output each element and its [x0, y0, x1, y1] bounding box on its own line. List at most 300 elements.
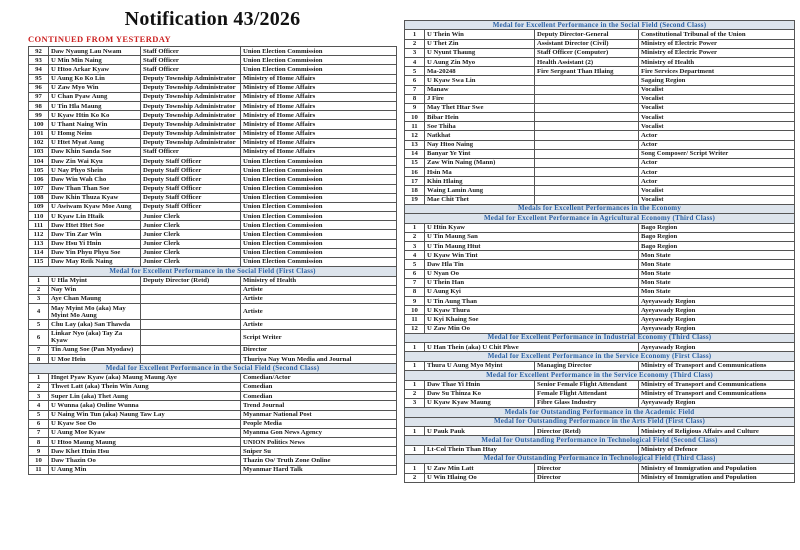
- name-cell: Khin Hlaing: [425, 177, 535, 186]
- table-row: [29, 410, 397, 419]
- table-row: [29, 239, 397, 248]
- table-row: [29, 184, 397, 193]
- org-cell: Vocalist: [639, 195, 795, 204]
- position-cell: Assistant Director (Civil): [535, 39, 639, 48]
- table-row: [405, 251, 795, 260]
- table-row: [29, 419, 397, 428]
- table-row: [405, 232, 795, 241]
- name-cell: Nay Htoo Naing: [425, 140, 535, 149]
- row-number: 14: [405, 149, 425, 158]
- row-number: 1: [405, 30, 425, 39]
- table-row: [29, 401, 397, 410]
- position-cell: Deputy Staff Officer: [141, 175, 241, 184]
- position-cell: Staff Officer: [141, 47, 241, 56]
- position-cell: Deputy Township Administrator: [141, 92, 241, 101]
- row-number: 12: [405, 324, 425, 333]
- org-cell: Thazin Oo/ Truth Zone Online: [241, 456, 397, 465]
- name-cell: U Nyunt Thaung: [425, 48, 535, 57]
- section-header: Medal for Excellent Performance in the Service Economy (Third Class): [405, 371, 795, 380]
- table-row: [405, 315, 795, 324]
- name-cell: Linkar Nyo (aka) Tay Za Kyaw: [49, 329, 141, 345]
- position-cell: [535, 158, 639, 167]
- table-row: [405, 122, 795, 131]
- row-number: 104: [29, 157, 49, 166]
- row-number: 3: [405, 48, 425, 57]
- row-number: 1: [405, 343, 425, 352]
- table-row: [29, 212, 397, 221]
- name-cell: Daw May Reik Naing: [49, 257, 141, 266]
- row-number: 10: [29, 456, 49, 465]
- org-cell: Bago Region: [639, 232, 795, 241]
- section-header-row: [405, 333, 795, 342]
- name-cell: U Wunna (aka) Online Wunna: [49, 401, 241, 410]
- row-number: 9: [29, 447, 49, 456]
- org-cell: Ministry of Transport and Communications: [639, 380, 795, 389]
- org-cell: Ministry of Transport and Communications: [639, 361, 795, 370]
- table-row: [29, 329, 397, 345]
- position-cell: Deputy Township Administrator: [141, 129, 241, 138]
- position-cell: Fire Sergeant Than Hlaing: [535, 67, 639, 76]
- table-row: [405, 103, 795, 112]
- table-row: [405, 131, 795, 140]
- table-row: [29, 157, 397, 166]
- section-header: Medal for Outstanding Performance in Technological Field (Third Class): [405, 454, 795, 463]
- row-number: 1: [405, 361, 425, 370]
- org-cell: Ministry of Home Affairs: [241, 147, 397, 156]
- org-cell: Ministry of Home Affairs: [241, 92, 397, 101]
- name-cell: Daw Su Thinza Ko: [425, 389, 535, 398]
- org-cell: Thuriya Nay Wun Media and Journal: [241, 355, 397, 364]
- row-number: 17: [405, 177, 425, 186]
- row-number: 2: [405, 232, 425, 241]
- org-cell: Ministry of Defence: [639, 445, 795, 454]
- table-row: [29, 138, 397, 147]
- name-cell: U Tin Aung Than: [425, 297, 639, 306]
- table-row: [29, 175, 397, 184]
- name-cell: U Aung Zin Myo: [425, 58, 535, 67]
- name-cell: U Chan Pyaw Aung: [49, 92, 141, 101]
- table-row: [405, 186, 795, 195]
- table-row: [29, 345, 397, 354]
- org-cell: Song Composer/ Script Writer: [639, 149, 795, 158]
- name-cell: May Thet Htar Swe: [425, 103, 535, 112]
- row-number: 9: [405, 103, 425, 112]
- org-cell: Union Election Commission: [241, 157, 397, 166]
- row-number: 8: [405, 287, 425, 296]
- table-row: [29, 221, 397, 230]
- name-cell: Daw Nyaung Lau Nwam: [49, 47, 141, 56]
- row-number: 2: [29, 382, 49, 391]
- position-cell: Junior Clerk: [141, 248, 241, 257]
- row-number: 3: [405, 242, 425, 251]
- row-number: 94: [29, 65, 49, 74]
- org-cell: Union Election Commission: [241, 212, 397, 221]
- name-cell: Ma-20248: [425, 67, 535, 76]
- org-cell: Fire Services Department: [639, 67, 795, 76]
- row-number: 5: [29, 320, 49, 329]
- table-row: [405, 67, 795, 76]
- name-cell: Bibar Hein: [425, 113, 535, 122]
- position-cell: [535, 122, 639, 131]
- table-row: [29, 202, 397, 211]
- row-number: 4: [29, 401, 49, 410]
- table-row: [405, 297, 795, 306]
- org-cell: Artiste: [241, 285, 397, 294]
- row-number: 106: [29, 175, 49, 184]
- org-cell: Union Election Commission: [241, 202, 397, 211]
- position-cell: [141, 320, 241, 329]
- table-row: [29, 428, 397, 437]
- position-cell: Deputy Director-General: [535, 30, 639, 39]
- name-cell: Thwet Latt (aka) Thein Win Aung: [49, 382, 241, 391]
- org-cell: UNION Politics News: [241, 438, 397, 447]
- name-cell: Hsin Ma: [425, 168, 535, 177]
- section-header: Medal for Excellent Performance in the Social Field (First Class): [29, 267, 397, 276]
- section-header-row: [405, 436, 795, 445]
- org-cell: Mon State: [639, 260, 795, 269]
- position-cell: Deputy Staff Officer: [141, 202, 241, 211]
- name-cell: Daw Khin Sanda Soe: [49, 147, 141, 156]
- position-cell: Director: [535, 464, 639, 473]
- org-cell: Mon State: [639, 251, 795, 260]
- org-cell: Ministry of Home Affairs: [241, 138, 397, 147]
- name-cell: Daw Zin Wai Kyu: [49, 157, 141, 166]
- org-cell: Mon State: [639, 278, 795, 287]
- org-cell: Ayeyawady Region: [639, 315, 795, 324]
- position-cell: Staff Officer: [141, 56, 241, 65]
- row-number: 6: [29, 329, 49, 345]
- name-cell: U Aung Ko Ko Lin: [49, 74, 141, 83]
- section-header: Medals for Outstanding Performance in the Academic Field: [405, 408, 795, 417]
- table-row: [405, 380, 795, 389]
- section-header: Medal for Excellent Performance in Industrial Economy (Third Class): [405, 333, 795, 342]
- org-cell: Actor: [639, 177, 795, 186]
- table-row: [405, 58, 795, 67]
- row-number: 11: [405, 122, 425, 131]
- table-row: [405, 398, 795, 407]
- position-cell: Deputy Township Administrator: [141, 74, 241, 83]
- table-row: [29, 438, 397, 447]
- org-cell: Union Election Commission: [241, 239, 397, 248]
- row-number: 4: [405, 251, 425, 260]
- name-cell: Daw Thazin Oo: [49, 456, 241, 465]
- position-cell: [535, 186, 639, 195]
- name-cell: U Homg Neim: [49, 129, 141, 138]
- table-row: [405, 324, 795, 333]
- org-cell: Actor: [639, 168, 795, 177]
- position-cell: Deputy Township Administrator: [141, 83, 241, 92]
- name-cell: U Kyaw Thura: [425, 306, 639, 315]
- table-row: [405, 113, 795, 122]
- section-header: Medals for Excellent Performances in the Economy: [405, 204, 795, 213]
- org-cell: Ministry of Immigration and Population: [639, 464, 795, 473]
- org-cell: Constitutional Tribunal of the Union: [639, 30, 795, 39]
- row-number: 1: [405, 445, 425, 454]
- name-cell: Daw Hla Tin: [425, 260, 639, 269]
- position-cell: Deputy Township Administrator: [141, 111, 241, 120]
- org-cell: Union Election Commission: [241, 175, 397, 184]
- name-cell: U Thant Naing Win: [49, 120, 141, 129]
- row-number: 109: [29, 202, 49, 211]
- name-cell: U Htoo Maung Maung: [49, 438, 241, 447]
- org-cell: Actor: [639, 131, 795, 140]
- name-cell: May Myint Mo (aka) May Myint Mo Aung: [49, 304, 141, 320]
- org-cell: Vocalist: [639, 103, 795, 112]
- table-row: [405, 48, 795, 57]
- row-number: 10: [405, 113, 425, 122]
- position-cell: Deputy Staff Officer: [141, 184, 241, 193]
- name-cell: U Kyaw Lin Htaik: [49, 212, 141, 221]
- table-row: [29, 120, 397, 129]
- name-cell: Natkhat: [425, 131, 535, 140]
- table-row: [29, 285, 397, 294]
- org-cell: Script Writer: [241, 329, 397, 345]
- org-cell: Comedian: [241, 392, 397, 401]
- position-cell: Junior Clerk: [141, 212, 241, 221]
- row-number: 97: [29, 92, 49, 101]
- org-cell: Bago Region: [639, 223, 795, 232]
- section-header: Medal for Excellent Performance in the Social Field (Second Class): [405, 21, 795, 30]
- section-header-row: [405, 371, 795, 380]
- table-row: [29, 56, 397, 65]
- row-number: 18: [405, 186, 425, 195]
- row-number: 13: [405, 140, 425, 149]
- table-row: [29, 382, 397, 391]
- row-number: 99: [29, 111, 49, 120]
- name-cell: Tin Aung Soe (Pan Myodaw): [49, 345, 141, 354]
- name-cell: Soe Thiha: [425, 122, 535, 131]
- org-cell: Ministry of Home Affairs: [241, 102, 397, 111]
- row-number: 9: [405, 297, 425, 306]
- name-cell: U Kyi Khaing Soe: [425, 315, 639, 324]
- row-number: 8: [29, 355, 49, 364]
- name-cell: U Tin Maung San: [425, 232, 639, 241]
- org-cell: Comedian: [241, 382, 397, 391]
- name-cell: U Kyaw Win Tint: [425, 251, 639, 260]
- position-cell: [535, 168, 639, 177]
- position-cell: [535, 177, 639, 186]
- position-cell: [141, 304, 241, 320]
- row-number: 103: [29, 147, 49, 156]
- name-cell: U Aung Kyi: [425, 287, 639, 296]
- org-cell: Ministry of Transport and Communications: [639, 389, 795, 398]
- table-row: [29, 257, 397, 266]
- name-cell: U Zaw Min Oo: [425, 324, 639, 333]
- table-row: [405, 94, 795, 103]
- org-cell: Myanmar Hard Talk: [241, 465, 397, 474]
- org-cell: Trend Journal: [241, 401, 397, 410]
- org-cell: Director: [241, 345, 397, 354]
- org-cell: People Media: [241, 419, 397, 428]
- row-number: 15: [405, 158, 425, 167]
- org-cell: Ministry of Home Affairs: [241, 111, 397, 120]
- row-number: 95: [29, 74, 49, 83]
- medal-table-right: [404, 20, 795, 483]
- table-row: [29, 92, 397, 101]
- name-cell: U Naing Win Tun (aka) Naung Taw Lay: [49, 410, 241, 419]
- name-cell: Daw Khin Thuza Kyaw: [49, 193, 141, 202]
- position-cell: Deputy Staff Officer: [141, 193, 241, 202]
- name-cell: U Kyaw Htin Ko Ko: [49, 111, 141, 120]
- name-cell: U Tin Maung Htut: [425, 242, 639, 251]
- org-cell: Ayeyawady Region: [639, 343, 795, 352]
- name-cell: U Htin Kyaw: [425, 223, 639, 232]
- row-number: 111: [29, 221, 49, 230]
- table-row: [405, 242, 795, 251]
- table-row: [29, 102, 397, 111]
- position-cell: [535, 149, 639, 158]
- row-number: 101: [29, 129, 49, 138]
- row-number: 3: [29, 294, 49, 303]
- org-cell: Ministry of Health: [241, 276, 397, 285]
- org-cell: Bago Region: [639, 242, 795, 251]
- left-column: [28, 6, 397, 483]
- table-row: [405, 140, 795, 149]
- table-row: [405, 361, 795, 370]
- row-number: 93: [29, 56, 49, 65]
- table-row: [29, 465, 397, 474]
- org-cell: Union Election Commission: [241, 166, 397, 175]
- row-number: 1: [405, 427, 425, 436]
- table-row: [405, 168, 795, 177]
- row-number: 6: [405, 76, 425, 85]
- name-cell: Manaw: [425, 85, 535, 94]
- row-number: 6: [29, 419, 49, 428]
- table-row: [405, 260, 795, 269]
- table-row: [405, 158, 795, 167]
- row-number: 7: [29, 428, 49, 437]
- org-cell: Artiste: [241, 320, 397, 329]
- table-row: [29, 74, 397, 83]
- name-cell: Daw Hsu Yi Hnin: [49, 239, 141, 248]
- table-row: [29, 166, 397, 175]
- org-cell: Actor: [639, 158, 795, 167]
- section-header: Medal for Excellent Performance in the Service Economy (First Class): [405, 352, 795, 361]
- right-column: [404, 6, 795, 483]
- section-header-row: [29, 364, 397, 373]
- org-cell: Union Election Commission: [241, 56, 397, 65]
- section-header: Medal for Excellent Performance in Agricultural Economy (Third Class): [405, 214, 795, 223]
- org-cell: Ministry of Religious Affairs and Culture: [639, 427, 795, 436]
- name-cell: U Thein Han: [425, 278, 639, 287]
- section-header-row: [405, 214, 795, 223]
- org-cell: Artiste: [241, 294, 397, 303]
- row-number: 11: [29, 465, 49, 474]
- row-number: 105: [29, 166, 49, 175]
- org-cell: Myanma Gon News Agency: [241, 428, 397, 437]
- row-number: 2: [405, 39, 425, 48]
- table-row: [405, 76, 795, 85]
- section-header-row: [405, 408, 795, 417]
- org-cell: Vocalist: [639, 94, 795, 103]
- org-cell: Ayeyawady Region: [639, 306, 795, 315]
- position-cell: Female Flight Attendant: [535, 389, 639, 398]
- table-row: [29, 129, 397, 138]
- row-number: 3: [29, 392, 49, 401]
- name-cell: U Thet Zin: [425, 39, 535, 48]
- continued-note: CONTINUED FROM YESTERDAY: [28, 34, 172, 44]
- row-number: 112: [29, 230, 49, 239]
- table-row: [29, 447, 397, 456]
- position-cell: [535, 85, 639, 94]
- section-header-row: [405, 21, 795, 30]
- org-cell: Actor: [639, 140, 795, 149]
- org-cell: Union Election Commission: [241, 47, 397, 56]
- row-number: 5: [405, 67, 425, 76]
- table-row: [405, 278, 795, 287]
- name-cell: Daw Thae Yi Hnin: [425, 380, 535, 389]
- name-cell: Waing Lamin Aung: [425, 186, 535, 195]
- position-cell: Deputy Director (Retd): [141, 276, 241, 285]
- name-cell: Hnget Pyaw Kyaw (aka) Maung Maung Aye: [49, 373, 241, 382]
- name-cell: U Kyaw Kyaw Maung: [425, 398, 535, 407]
- table-row: [405, 473, 795, 482]
- position-cell: Director (Retd): [535, 427, 639, 436]
- name-cell: U Aung Moe Kyaw: [49, 428, 241, 437]
- table-row: [29, 456, 397, 465]
- org-cell: Myanmar National Post: [241, 410, 397, 419]
- position-cell: [535, 113, 639, 122]
- name-cell: U Nay Phyo Shein: [49, 166, 141, 175]
- org-cell: Ministry of Immigration and Population: [639, 473, 795, 482]
- table-row: [29, 276, 397, 285]
- row-number: 107: [29, 184, 49, 193]
- row-number: 4: [29, 304, 49, 320]
- section-header-row: [29, 267, 397, 276]
- name-cell: U Kyaw Swa Lin: [425, 76, 535, 85]
- table-row: [29, 373, 397, 382]
- row-number: 16: [405, 168, 425, 177]
- org-cell: Ministry of Home Affairs: [241, 129, 397, 138]
- section-header-row: [405, 454, 795, 463]
- row-number: 7: [405, 85, 425, 94]
- name-cell: U Zaw Myo Win: [49, 83, 141, 92]
- position-cell: Managing Director: [535, 361, 639, 370]
- org-cell: Vocalist: [639, 122, 795, 131]
- row-number: 96: [29, 83, 49, 92]
- row-number: 98: [29, 102, 49, 111]
- row-number: 2: [405, 473, 425, 482]
- name-cell: Lt-Col Thein Than Htay: [425, 445, 639, 454]
- name-cell: U Kyaw Soe Oo: [49, 419, 241, 428]
- table-row: [405, 149, 795, 158]
- row-number: 1: [405, 464, 425, 473]
- name-cell: U Min Min Naing: [49, 56, 141, 65]
- name-cell: U Aung Min: [49, 465, 241, 474]
- name-cell: Daw Than Than Soe: [49, 184, 141, 193]
- table-row: [29, 304, 397, 320]
- name-cell: U Awiwam Kyaw Moe Aung: [49, 202, 141, 211]
- org-cell: Union Election Commission: [241, 257, 397, 266]
- name-cell: U Win Hlaing Oo: [425, 473, 535, 482]
- section-header: Medal for Outstanding Performance in the Arts Field (First Class): [405, 417, 795, 426]
- position-cell: [535, 131, 639, 140]
- table-row: [29, 193, 397, 202]
- table-row: [29, 147, 397, 156]
- org-cell: Sagaing Region: [639, 76, 795, 85]
- row-number: 2: [405, 389, 425, 398]
- table-row: [29, 294, 397, 303]
- org-cell: Artiste: [241, 304, 397, 320]
- name-cell: Daw Khet Hnin Hsu: [49, 447, 241, 456]
- table-row: [405, 343, 795, 352]
- name-cell: U Pauk Pauk: [425, 427, 535, 436]
- table-row: [29, 248, 397, 257]
- table-row: [29, 392, 397, 401]
- row-number: 108: [29, 193, 49, 202]
- org-cell: Vocalist: [639, 85, 795, 94]
- org-cell: Ministry of Electric Power: [639, 39, 795, 48]
